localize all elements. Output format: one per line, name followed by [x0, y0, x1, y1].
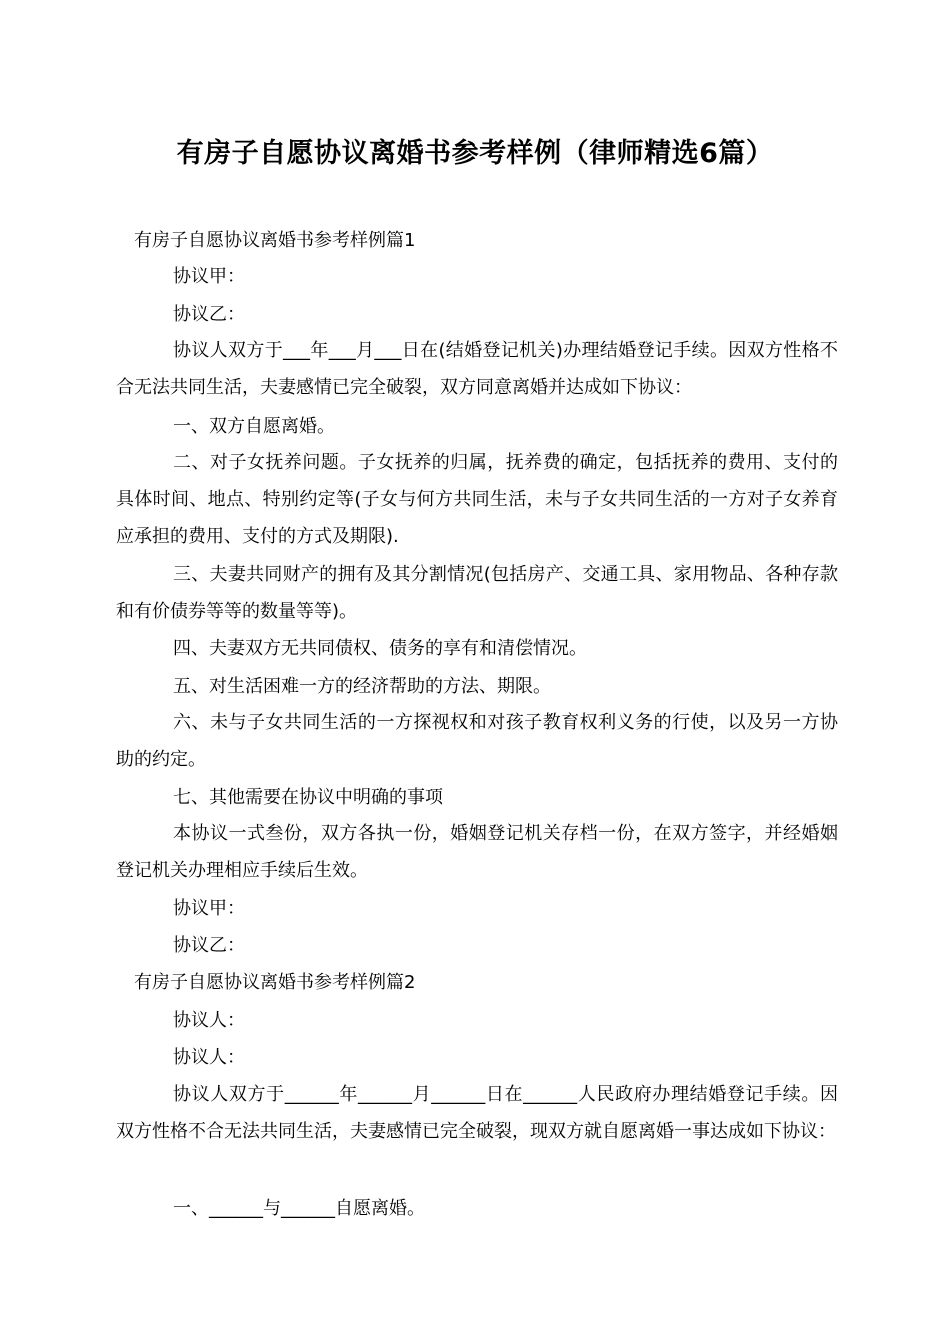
clause-5: 五、对生活困难一方的经济帮助的方法、期限。 [173, 676, 551, 697]
party-a-label: 协议甲： [173, 266, 245, 287]
section-2-intro-paragraph: 协议人双方于______年______月______日在______人民政府办理结婚登记手续。因双方性格不合无法共同生活，夫妻感情已完全破裂，现双方就自愿离婚一事达成如下协议： [116, 1084, 838, 1142]
clause-7: 七、其他需要在协议中明确的事项 [173, 787, 443, 808]
clause-1: 一、双方自愿离婚。 [173, 416, 335, 437]
section-1-intro-paragraph: 协议人双方于___年___月___日在(结婚登记机关)办理结婚登记手续。因双方性格不合无法共同生活，夫妻感情已完全破裂，双方同意离婚并达成如下协议： [116, 340, 838, 398]
section-1-heading: 有房子自愿协议离婚书参考样例篇1 [134, 230, 416, 251]
clause-3: 三、夫妻共同财产的拥有及其分割情况(包括房产、交通工具、家用物品、各种存款和有价债券等等的数量等等)。 [116, 564, 838, 622]
signature-party-b: 协议乙： [173, 935, 245, 956]
party-b-label: 协议乙： [173, 304, 245, 325]
section-2-heading: 有房子自愿协议离婚书参考样例篇2 [134, 972, 416, 993]
clause-6: 六、未与子女共同生活的一方探视权和对孩子教育权利义务的行使，以及另一方协助的约定。 [116, 712, 838, 770]
section-2-party-2-label: 协议人： [173, 1047, 245, 1068]
document-title: 有房子自愿协议离婚书参考样例（律师精选6篇） [176, 138, 774, 169]
clause-4: 四、夫妻双方无共同债权、债务的享有和清偿情况。 [173, 638, 587, 659]
section-2-clause-1: 一、______与______自愿离婚。 [173, 1198, 425, 1219]
section-2-party-1-label: 协议人： [173, 1010, 245, 1031]
closing-paragraph: 本协议一式叁份，双方各执一份，婚姻登记机关存档一份，在双方签字，并经婚姻登记机关办理相应手续后生效。 [116, 823, 838, 881]
signature-party-a: 协议甲： [173, 898, 245, 919]
clause-2: 二、对子女抚养问题。子女抚养的归属，抚养费的确定，包括抚养的费用、支付的具体时间、地点、特别约定等(子女与何方共同生活，未与子女共同生活的一方对子女养育应承担的费用、支付的方式及期限). [116, 452, 838, 547]
